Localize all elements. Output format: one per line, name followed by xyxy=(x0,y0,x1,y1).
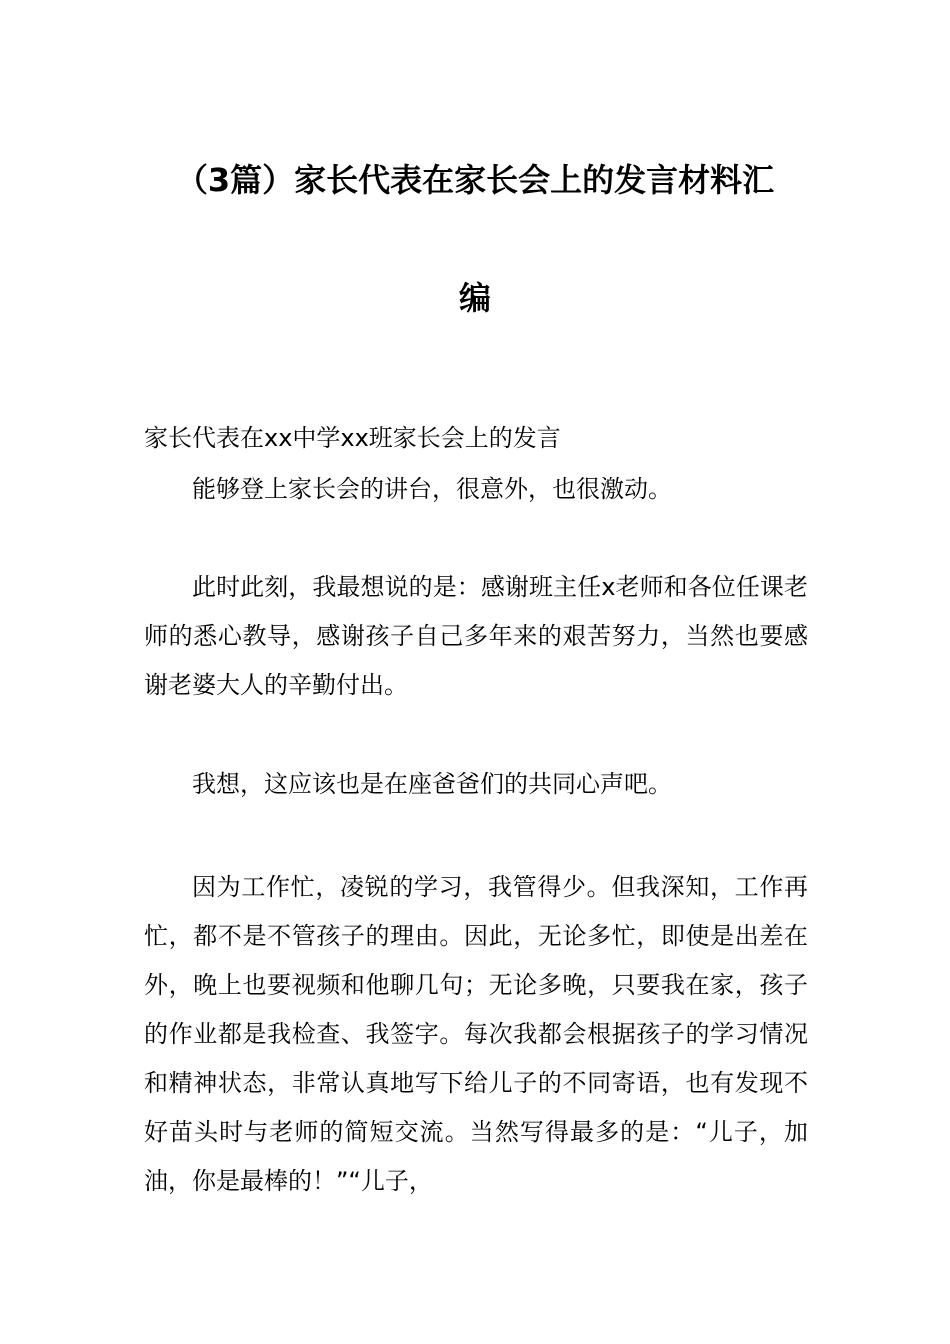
paragraph-1: 能够登上家长会的讲台，很意外，也很激动。 xyxy=(192,475,672,503)
section-heading: 家长代表在xx中学xx班家长会上的发言 xyxy=(144,424,561,452)
document-title-line-1: （3篇）家长代表在家长会上的发言材料汇 xyxy=(175,161,775,199)
paragraph-3: 我想，这应该也是在座爸爸们的共同心声吧。 xyxy=(192,770,672,798)
document-title-line-2: 编 xyxy=(458,279,491,317)
paragraph-2: 此时此刻，我最想说的是：感谢班主任x老师和各位任课老师的悉心教导，感谢孩子自己多年来的艰苦努力，当然也要感谢老婆大人的辛勤付出。 xyxy=(144,573,808,699)
paragraph-4: 因为工作忙，凌锐的学习，我管得少。但我深知，工作再忙，都不是不管孩子的理由。因此，无论多忙，即使是出差在外，晚上也要视频和他聊几句；无论多晚，只要我在家，孩子的作业都是我检查、我签字。每次我都会根据孩子的学习情况和精神状态，非常认真地写下给儿子的不同寄语，也有发现不好苗头时与老师的简短交流。当然写得最多的是：“儿子，加油，你是最棒的！”“儿子， xyxy=(144,873,808,1195)
